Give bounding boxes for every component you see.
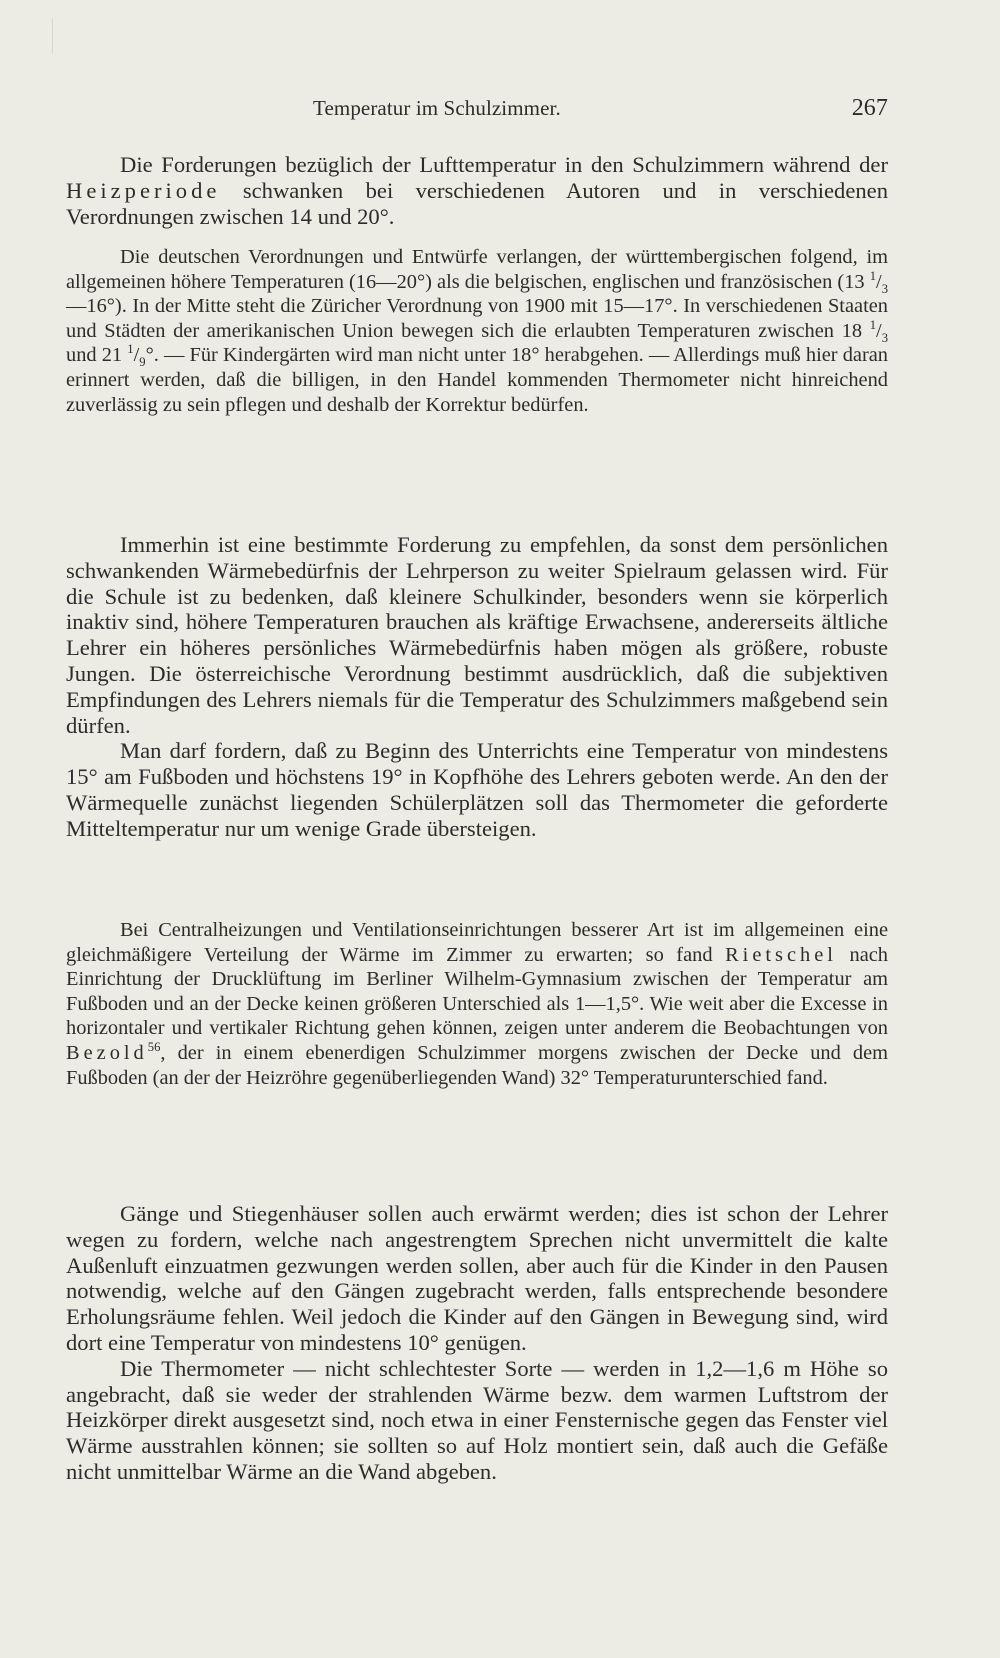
page-edge-mark: [52, 18, 53, 54]
paragraph-5-text-a: Bei Centralheizungen und Ventilationseinrichtungen besserer Art ist im allgemeinen eine gleichmäßigere Verteilung der Wärme im Zimmer zu erwarten; so fand: [66, 919, 888, 966]
paragraph-7: Die Thermometer — nicht schlechtester Sorte — werden in 1,2—1,6 m Höhe so angebracht, daß sie weder der strahlenden Wärme bezw. dem warmen Luftstrom der Heizkörper direkt ausgesetzt sind, noch etwa in einer Fensternische gegen das Fenster viel Wärme ausstrahlen können; sie sollten so auf Holz montiert sein, daß auch die Gefäße nicht unmittelbar Wärme an die Wand abgeben.: [66, 1355, 888, 1484]
emphasized-rietschel: Rietschel: [725, 943, 837, 966]
paragraph-1-text-b: schwanken bei verschiedenen Autoren und in verschiedenen Verordnungen zwischen 14 und 20°.: [66, 177, 888, 229]
paragraph-2-text-a: Die deutschen Verordnungen und Entwürfe verlangen, der württembergischen folgend, im allgemeinen höhere Temperaturen (16—20°) als die belgischen, englischen und französischen (13: [66, 246, 888, 293]
paragraph-block-4: [66, 918, 888, 1090]
fraction-3-numerator: 1: [127, 342, 134, 357]
paragraph-block-2: [66, 245, 888, 417]
paragraph-2: Die deutschen Verordnungen und Entwürfe verlangen, der württembergischen folgend, im allgemeinen höhere Temperaturen (16—20°) als die belgischen, englischen und französischen (13 $^1/_3—16^\circ$). In der Mitte steht die Züricher Verordnung von 1900 mit 15—17°. In verschiedenen Staaten und Städten der amerikanischen Union bewegen sich die erlaubten Temperaturen zwischen 18 $^1/_3$ und 21 $^1/_9^\circ$. — Für Kindergärten wird man nicht unter 18° herabgehen. — Allerdings muß hier daran erinnert werden, daß die billigen, in den Handel kommenden Thermometer nicht hinreichend zuverlässig zu sein pflegen und deshalb der Korrektur bedürfen.: [66, 246, 889, 416]
paragraph-1-text-a: Die Forderungen bezüglich der Lufttemperatur in den Schulzimmern während der: [120, 152, 888, 177]
paragraph-4: Man darf fordern, daß zu Beginn des Unterrichts eine Temperatur von mindestens 15° am Fußboden und höchstens 19° in Kopfhöhe des Lehrers geboten werde. An den der Wärmequelle zunächst liegenden Schülerplätzen soll das Thermometer die geforderte Mitteltemperatur nur um wenige Grade übersteigen.: [66, 738, 888, 841]
paragraph-2-text-d: °. — Für Kindergärten wird man nicht unter 18° herabgehen. — Allerdings muß hier daran erinnert werden, daß die billigen, in den Handel kommenden Thermometer nicht hinreichend zuverlässig zu sein pflegen und deshalb der Korrektur bedürfen.: [66, 344, 889, 416]
paragraph-1: [66, 152, 888, 229]
paragraph-block-5: [66, 1201, 888, 1485]
paragraph-2-text-b: —16°). In der Mitte steht die Züricher Verordnung von 1900 mit 15—17°. In verschiedenen Staaten und Städten der amerikanischen Union bewegen sich die erlaubten Temperaturen zwischen 18: [66, 295, 888, 342]
emphasized-bezold: Bezold: [66, 1041, 148, 1064]
fraction-1-denominator: 3: [881, 281, 888, 296]
paragraph-6: Gänge und Stiegenhäuser sollen auch erwärmt werden; dies ist schon der Lehrer wegen zu fordern, welche nach angestrengtem Sprechen nicht unvermittelt die kalte Außenluft einzuatmen gezwungen werden sollen, aber auch für die Kinder in den Pausen notwendig, welche auf den Gängen zugebracht werden, falls entsprechende besondere Erholungsräume fehlen. Weil jedoch die Kinder auf den Gängen in Bewegung sind, wird dort eine Temperatur von mindestens 10° genügen.: [66, 1201, 888, 1355]
fraction-3-denominator: 9: [139, 355, 146, 370]
paragraph-3: Immerhin ist eine bestimmte Forderung zu empfehlen, da sonst dem persönlichen schwankenden Wärmebedürfnis der Lehrperson zu weiter Spielraum gelassen wird. Für die Schule ist zu bedenken, daß kleinere Schulkinder, besonders wenn sie körperlich inaktiv sind, höhere Temperaturen brauchen als kräftige Erwachsene, andererseits ältliche Lehrer ein höheres persönliches Wärmebedürfnis haben mögen als größere, robuste Jungen. Die österreichische Verordnung bestimmt ausdrücklich, daß die subjektiven Empfindungen des Lehrers niemals für die Temperatur des Schulzimmers maßgebend sein dürfen.: [66, 532, 888, 738]
paragraph-5-text-b: nach Einrichtung der Drucklüftung im Berliner Wilhelm-Gymnasium zwischen der Temperatur am Fußboden und an der Decke keinen größeren Unterschied als 1—1,5°. Wie weit aber die Excesse in horizontaler und vertikaler Richtung gehen können, zeigen unter anderem die Beobachtungen von: [66, 943, 888, 1040]
fraction-1-numerator: 1: [869, 268, 877, 283]
footnote-reference: 56: [147, 1040, 161, 1055]
emphasized-heizperiode: Heizperiode: [66, 177, 221, 203]
page-number: 267: [851, 95, 888, 121]
paragraph-5: [66, 918, 888, 1090]
paragraph-2-text-c: und 21: [66, 344, 128, 367]
running-title: Temperatur im Schulzimmer.: [313, 96, 561, 120]
paragraph-block-3: [66, 532, 888, 842]
page-header: [66, 91, 888, 125]
fraction-2-denominator: 3: [881, 330, 888, 345]
fraction-2-numerator: 1: [869, 317, 877, 332]
paragraph-block-1: [66, 152, 888, 229]
paragraph-5-text-c: , der in einem ebenerdigen Schulzimmer morgens zwischen der Decke und dem Fußboden (an der der Heizröhre gegenüberliegenden Wand) 32° Temperaturunterschied fand.: [66, 1041, 888, 1089]
